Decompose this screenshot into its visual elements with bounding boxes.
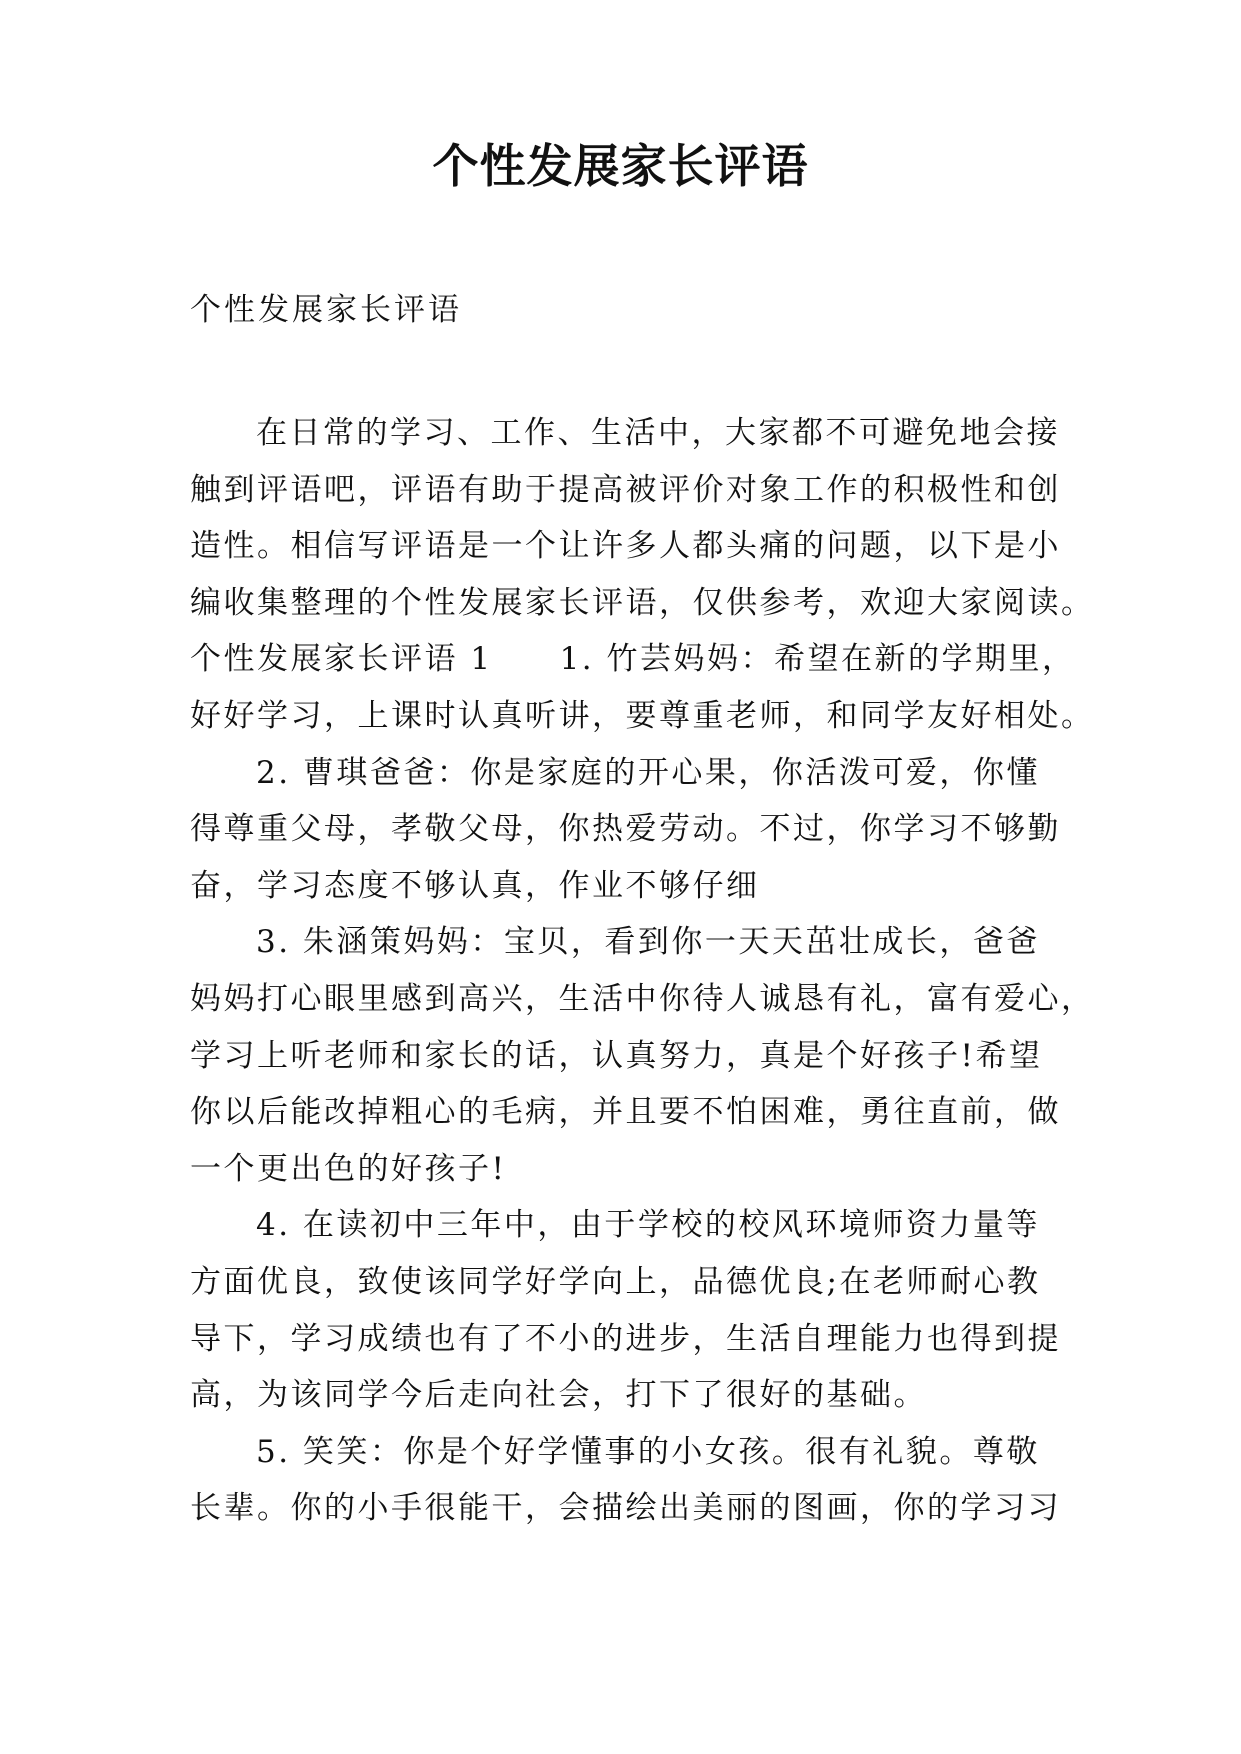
- body-line-item2: 2. 曹琪爸爸：你是家庭的开心果，你活泼可爱，你懂: [256, 754, 1040, 791]
- body-line-item5-cont1: 长辈。你的小手很能干，会描绘出美丽的图画，你的学习习: [190, 1490, 1061, 1527]
- body-line-intro-3: 造性。相信写评语是一个让许多人都头痛的问题，以下是小: [190, 528, 1061, 565]
- body-line-item3-cont1: 妈妈打心眼里感到高兴，生活中你待人诚恳有礼，富有爱心，: [190, 980, 1095, 1017]
- body-line-item4-cont3: 高，为该同学今后走向社会，打下了很好的基础。: [190, 1377, 927, 1414]
- body-line-item4: 4. 在读初中三年中，由于学校的校风环境师资力量等: [256, 1207, 1040, 1244]
- body-line-item3: 3. 朱涵策妈妈：宝贝，看到你一天天茁壮成长，爸爸: [256, 924, 1040, 961]
- body-line-item2-cont1: 得尊重父母，孝敬父母，你热爱劳动。不过，你学习不够勤: [190, 811, 1061, 848]
- body-line-item1-cont: 好好学习，上课时认真听讲，要尊重老师，和同学友好相处。: [190, 697, 1095, 734]
- body-line-section-heading: 个性发展家长评语 1 1. 竹芸妈妈：希望在新的学期里，: [190, 641, 1076, 678]
- document-subtitle: 个性发展家长评语: [190, 292, 462, 328]
- body-line-item3-cont3: 你以后能改掉粗心的毛病，并且要不怕困难，勇往直前，做: [190, 1094, 1061, 1131]
- document-body: [190, 405, 1095, 1537]
- body-line-item3-cont4: 一个更出色的好孩子!: [190, 1150, 507, 1187]
- body-line-item5: 5. 笑笑：你是个好学懂事的小女孩。很有礼貌。尊敬: [256, 1433, 1040, 1470]
- body-line-intro-2: 触到评语吧，评语有助于提高被评价对象工作的积极性和创: [190, 471, 1061, 508]
- body-line-item4-cont1: 方面优良，致使该同学好学向上，品德优良;在老师耐心教: [190, 1263, 1041, 1300]
- body-line-item4-cont2: 导下，学习成绩也有了不小的进步，生活自理能力也得到提: [190, 1320, 1061, 1357]
- body-line-item2-cont2: 奋，学习态度不够认真，作业不够仔细: [190, 867, 760, 904]
- document-title: 个性发展家长评语: [432, 139, 809, 193]
- body-line-item3-cont2: 学习上听老师和家长的话，认真努力，真是个好孩子!希望: [190, 1037, 1043, 1074]
- body-line-intro-1: 在日常的学习、工作、生活中，大家都不可避免地会接: [256, 415, 1060, 451]
- body-line-intro-4: 编收集整理的个性发展家长评语，仅供参考，欢迎大家阅读。: [190, 584, 1095, 621]
